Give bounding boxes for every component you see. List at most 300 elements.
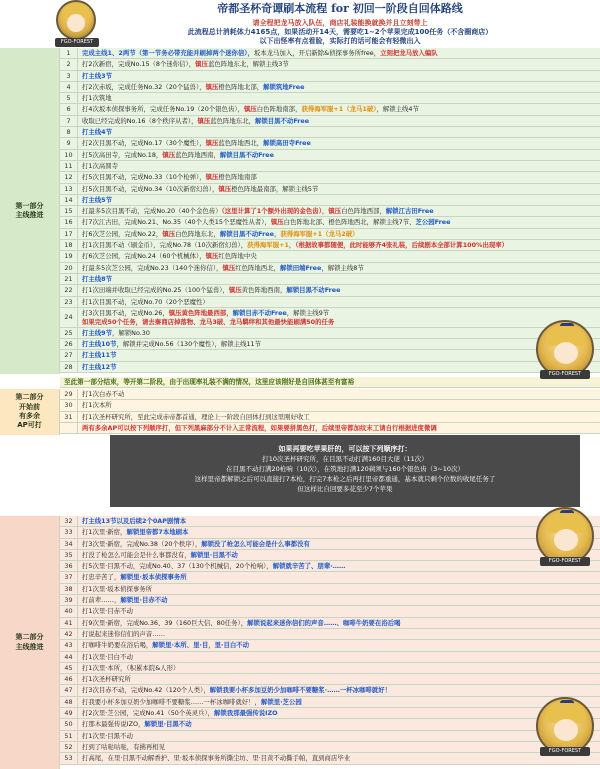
step-number: 26 [60, 339, 78, 349]
step-number: 27 [60, 350, 78, 360]
step-number: 23 [60, 297, 78, 307]
step-number: 1 [60, 48, 78, 58]
step-number: 41 [60, 618, 78, 628]
step-text-segment: ， [273, 229, 281, 238]
step-number: 24 [60, 308, 78, 327]
step-text-segment: 解锁田端Free [279, 263, 322, 272]
step-text [78, 172, 600, 182]
step-text [78, 297, 600, 307]
step-text [78, 116, 600, 126]
step-text [78, 412, 600, 422]
step-text-segment: 解锁我那最强传说IZO [214, 709, 278, 718]
step-text-segment: ，解锁并完成No.56（130个魔性），解锁主线11节 [116, 340, 261, 349]
step-text-segment: 解锁目黒不动Free [219, 229, 274, 238]
step-text [78, 389, 600, 399]
step-text [78, 685, 600, 695]
step-text-segment: 解锁里·芝公园 [260, 697, 302, 706]
step-text-segment: 镇压 [205, 139, 219, 148]
step-number: 36 [60, 561, 78, 571]
rows1-row [60, 274, 600, 285]
step-text-segment: 镇压黄色阵地最西部， [168, 308, 233, 317]
step-text-segment: 打最多5次芝公园，完成No.23（140个迷你信）， [82, 263, 223, 272]
step-number: 47 [60, 685, 78, 695]
step-text-segment: 蓝色阵地东北，解锁主线3节 [207, 60, 289, 69]
rows1-row [60, 82, 600, 93]
step-number: 17 [60, 229, 78, 239]
step-number [60, 423, 78, 433]
step-text-segment: 打咖啡牛奶要在浴后喝， [82, 641, 153, 650]
step-text-segment: 解锁里·目赤不动 [120, 596, 168, 605]
step-text-segment: 打主线11节 [82, 351, 117, 360]
rows1-row [60, 195, 600, 206]
step-text [78, 217, 600, 227]
step-number: 12 [60, 172, 78, 182]
step-text-segment: ，解锁主线8节 [321, 263, 364, 272]
step-text [78, 708, 600, 718]
saber-badge-2-tag: FGO-FOREST [540, 557, 590, 566]
step-text-segment: 镇压 [218, 184, 232, 193]
step-text [78, 400, 600, 410]
section-2-rows [60, 389, 600, 434]
step-text [78, 251, 600, 261]
step-number: 11 [60, 161, 78, 171]
step-number: 46 [60, 674, 78, 684]
step-text [78, 104, 600, 114]
rows1-row [60, 48, 600, 59]
step-text-segment: 解锁里帝都7本地刷本 [126, 528, 189, 537]
step-text [78, 629, 600, 639]
section-2-label: 第二部分 开始前 有多余 AP可打 [0, 389, 60, 435]
step-text-segment: 打到了咕哒咕哒，有拂再相见 [82, 742, 166, 751]
step-number: 8 [60, 127, 78, 137]
step-text-segment: 打9次里·新宿，完成No.36、39（160巨大信、80任务）， [82, 618, 248, 627]
rows3-row [60, 572, 600, 583]
step-number: 13 [60, 184, 78, 194]
step-text [78, 618, 600, 628]
rows1-row [60, 362, 600, 373]
step-number: 34 [60, 539, 78, 549]
rows3-row [60, 527, 600, 538]
step-text [78, 731, 600, 741]
step-text-segment: 打主线4节 [82, 128, 113, 137]
step-text [78, 206, 600, 216]
step-number: 5 [60, 93, 78, 103]
step-number: 33 [60, 527, 78, 537]
rows2-row [60, 400, 600, 411]
step-text [78, 423, 600, 433]
step-number: 35 [60, 550, 78, 560]
step-text-segment: 打1次目黒不动（刷金币），完成No.78（10次新宿幻兽）， [82, 241, 248, 250]
rows3-row [60, 606, 600, 617]
header-line-2: 此流程总计消耗体力4165点，如果活动开14天，需要吃1~2个苹果完成100任务（不含圈商店） [187, 28, 493, 36]
rows1-row [60, 229, 600, 240]
step-number: 48 [60, 697, 78, 707]
step-number: 18 [60, 240, 78, 250]
step-text-segment: 打1次里·本所，（积累本院&人形） [82, 663, 180, 672]
step-text-segment: 解锁高田寺Free [263, 139, 311, 148]
step-text-segment: 打5次目黒不动，完成No.34（10次新宿幻兽）， [82, 184, 219, 193]
step-text [78, 516, 600, 526]
step-text-segment: 解锁江古田Free [385, 207, 434, 216]
step-text-segment: 打2次新宿，完成No.15（8个迷你信）， [82, 60, 196, 69]
step-text-segment: 镇压 [243, 105, 257, 114]
step-text-segment: 黄色阵地西南， [241, 286, 287, 295]
step-text [78, 285, 600, 295]
step-text [78, 550, 600, 560]
section-3-rows [60, 516, 600, 765]
step-text-segment: 白色阵地北部、橙色阵地西北，解锁主线7节、 [283, 218, 416, 227]
step-text-segment: 白色阵地东北， [175, 229, 220, 238]
rows2-row [60, 389, 600, 400]
rows1-row [60, 93, 600, 104]
step-text [78, 82, 600, 92]
step-text-segment: ，解锁No.30 [112, 328, 150, 337]
step-text-segment: 解锁没了枪怎么可能会是什么事都没有 [201, 539, 310, 548]
step-text-segment: 坂本龙马加入，开启新除&侦探事务所free， [253, 49, 381, 57]
step-text [78, 161, 600, 171]
step-text-segment: 解锁目黒不动Free [254, 116, 310, 125]
rows3-row [60, 674, 600, 685]
apple-note-line-2: 在目黒不动打满20枪响（10次），在筑地打满120剃须与160个银色齿（3~10次） [226, 465, 464, 473]
rows3-row [60, 595, 600, 606]
rows1-row [60, 127, 600, 138]
step-text [78, 697, 600, 707]
step-text-segment: 镇压 [195, 60, 208, 69]
rows3-row [60, 742, 600, 753]
step-text-segment: 打5次高田寺，完成No.18， [82, 150, 163, 159]
rows1-row [60, 104, 600, 115]
section-1-label: 第一部分 主线推进 [0, 48, 60, 374]
step-text-segment: 打1次里·目赤不动 [82, 607, 133, 616]
step-number: 15 [60, 206, 78, 216]
step-text-segment: 解锁说起来迷你信们的声音……、咖啡牛奶要在浴后喝 [247, 618, 401, 627]
rows3-row [60, 640, 600, 651]
saber-badge-1-tag: FGO-FOREST [540, 370, 590, 379]
step-text-segment: ， [288, 241, 296, 250]
header-avatar [56, 0, 96, 40]
step-text-segment: ，解锁主线9节 [286, 308, 330, 317]
step-number: 22 [60, 285, 78, 295]
step-number: 25 [60, 328, 78, 338]
step-text [78, 195, 600, 205]
step-text-segment: 白色阵地南部， [256, 105, 302, 114]
step-text-segment: 镇压 [197, 116, 211, 125]
step-text-segment: 打4次坂本侦探事务所，完成任务No.19（20个银色齿）， [82, 105, 244, 114]
step-text-segment: 蓝色阵地东北， [210, 116, 255, 125]
step-text [78, 184, 600, 194]
step-text-segment: （这里计算了1个额外出现的金色齿） [221, 207, 322, 216]
step-text-segment: 镇压 [228, 286, 242, 295]
step-number: 50 [60, 719, 78, 729]
step-number: 37 [60, 572, 78, 582]
step-text-segment: 白色阵地西部， [341, 207, 386, 216]
step-text-segment: 解锁里·本所、里·目 [152, 641, 209, 650]
step-text [78, 308, 600, 327]
step-number: 21 [60, 274, 78, 284]
header-line-1: 请全程把龙马放入队伍，商店礼装能换就换并且立刻带上 [252, 19, 428, 27]
step-text-segment: 打主线8节 [82, 274, 113, 283]
rows3-row [60, 708, 600, 719]
step-text [78, 48, 600, 58]
step-number: 43 [60, 640, 78, 650]
step-number: 14 [60, 195, 78, 205]
rows1-row [60, 297, 600, 308]
step-number: 9 [60, 138, 78, 148]
rows3-row [60, 550, 600, 561]
step-text-segment: 解锁我要小杯多加豆奶少加咖啡不要糖浆·……一杯冰咖啡就好！ [209, 686, 392, 695]
step-text-segment: 打主线13节以及后续2个0AP剧情本 [82, 517, 187, 525]
step-number: 31 [60, 412, 78, 422]
rows3-row [60, 629, 600, 640]
step-text-segment: 镇压 [205, 82, 219, 91]
rows3-row [60, 697, 600, 708]
step-number: 40 [60, 606, 78, 616]
rows3-row [60, 584, 600, 595]
rows3-row [60, 753, 600, 764]
rows1-row [60, 184, 600, 195]
step-text-segment: 解锁目黒不动Free [219, 150, 274, 159]
step-text [78, 93, 600, 103]
step-text-segment: 立刻把龙马放入编队 [380, 49, 438, 57]
rows1-row [60, 206, 600, 217]
step-text [78, 229, 600, 239]
step-text-segment: 打6次芝公园，完成No.24（60个机械体）， [82, 252, 206, 261]
step-text-segment: 解锁里·目黑不动 [144, 720, 192, 729]
page-title: 帝都圣杯奇谭刷本流程 for 初回一阶段自回体路线 [217, 2, 463, 15]
rows1-row [60, 217, 600, 228]
step-text [78, 350, 600, 360]
step-text-segment: 打5次目黒不动，完成No.33（10个枪弹）， [82, 173, 206, 182]
rows1-row [60, 59, 600, 70]
step-text-segment: 获得海军服+1 [247, 241, 289, 250]
step-text [78, 138, 600, 148]
header-line-3: 以下出怪率有点看脸，实际打的话可能会有轻微出入 [259, 37, 421, 45]
step-text-segment: 打1次高圆寺 [82, 161, 119, 170]
step-text-segment: 红色阵地西北， [235, 263, 280, 272]
step-number: 3 [60, 71, 78, 81]
step-text [78, 663, 600, 673]
step-text-segment: 镇压 [205, 173, 219, 182]
step-text [78, 606, 600, 616]
section-1-end-note: 至此第一部分结束，等开第二阶段，由于出现率礼装不满的情况，这里应该刚好是自回体甚至有富裕 [60, 377, 600, 388]
step-text-segment: 里·目白不动 [214, 641, 250, 650]
step-number: 51 [60, 731, 78, 741]
step-text-segment: 芝公园Free [415, 218, 451, 227]
step-text [78, 753, 600, 763]
rows1-row [60, 138, 600, 149]
step-text-segment: ，解锁主线4节 [376, 105, 419, 114]
step-text-segment: 打1次里·新宿， [82, 528, 127, 537]
step-text-segment: 打1次田端并收取已经完成的No.25（100个猛兽）， [82, 286, 229, 295]
step-text [78, 59, 600, 69]
step-number: 7 [60, 116, 78, 126]
rows2-row [60, 423, 600, 434]
step-number: 38 [60, 584, 78, 594]
step-text-segment: 打说起来迷你信们的声音…… [82, 629, 166, 638]
step-text-segment: 打前辈……， [82, 596, 121, 605]
step-text-segment: 蓝色阵地西北， [218, 139, 264, 148]
rows3-row [60, 539, 600, 550]
step-text-segment: 打2次赤坂，完成任务No.32（20个猛兽）， [82, 82, 206, 91]
rows1-row [60, 350, 600, 361]
step-text-segment: 打1次白赤不动 [82, 390, 125, 398]
step-text-segment: 打1次圣杯研究所，至此完成赤帝都首通，理论上一阶段自回体打到这里刚好收工 [82, 412, 310, 421]
step-text [78, 328, 600, 338]
step-number: 4 [60, 82, 78, 92]
step-text-segment: 打主线3节 [82, 71, 113, 80]
step-text-segment: 打没了枪怎么可能会是什么事都没有， [82, 550, 191, 559]
step-number: 32 [60, 516, 78, 526]
rows1-row [60, 339, 600, 350]
step-text-segment: 打1次筑地 [82, 94, 112, 103]
rows3-row [60, 516, 600, 527]
step-number: 42 [60, 629, 78, 639]
step-text-segment: ， [321, 207, 329, 216]
step-text-segment: 打3次目黒不动，完成No.26， [82, 308, 169, 317]
step-text-segment: 打5次里·目黑不动，完成No.40、37（130个机械信，20个枪响）， [82, 562, 273, 571]
step-text-segment: 打主线9节 [82, 328, 113, 337]
step-text-segment: 打3次目赤不动，完成No.42（120个人类）， [82, 686, 210, 695]
step-text-segment: 打7次江古田，完成No.21、No.35（40个人类15个恶魔性从者）， [82, 218, 271, 227]
step-text-segment: 打1次里·坂本侦探事务所 [82, 584, 153, 593]
step-text [78, 362, 600, 372]
step-text-segment: 打1次里·目黑不动 [82, 731, 133, 740]
step-text [78, 652, 600, 662]
step-text-segment: 橙色阵地北部， [218, 82, 264, 91]
rows3-row [60, 731, 600, 742]
step-number: 20 [60, 263, 78, 273]
step-text-segment: 打主线5节 [82, 195, 113, 204]
step-number: 6 [60, 104, 78, 114]
step-text-segment: 镇压 [222, 263, 236, 272]
step-text-segment: 解锁目赤不动Free [232, 308, 287, 317]
step-text [78, 71, 600, 81]
step-text-segment: 两有多余AP可以按下列顺序打，但下列黑麻部分不计入正常流程，如果要拼黑色打，后续里帝都加纹末工请自行根据进度微调 [82, 423, 437, 432]
apple-note-line-1: 打10次圣杯研究所，在目黒不动打满160目大佬（11次） [262, 455, 428, 463]
step-text [78, 584, 600, 594]
step-text-segment: 镇压 [205, 252, 219, 261]
step-text-segment: 镇压 [162, 229, 176, 238]
step-text-segment: 打1次里·目白不动 [82, 652, 133, 661]
rows1-row [60, 308, 600, 328]
step-text [78, 527, 600, 537]
step-text [78, 339, 600, 349]
step-text [78, 742, 600, 752]
step-text-segment: 解锁里·目黑不动 [190, 550, 238, 559]
rows1-row [60, 116, 600, 127]
rows1-row [60, 150, 600, 161]
avatar-tag: FGO-FOREST [55, 38, 99, 47]
step-text-segment: （根据故事都随便，此时能够齐4张礼装，后续剧本全部计算100%出现率） [295, 241, 509, 250]
step-number: 19 [60, 251, 78, 261]
step-text-segment: 打忠辛苦了， [82, 573, 121, 582]
step-text-segment: 打那木最强传说IZO， [82, 720, 145, 729]
saber-badge-3-tag: FGO-FOREST [540, 747, 590, 756]
step-text-segment: 获得海军服+1（龙马2破） [280, 229, 359, 238]
step-text-segment: 打1次目黒不动，完成No.70（20个恶魔性） [82, 297, 209, 306]
rows3-row [60, 561, 600, 572]
step-number: 53 [60, 753, 78, 763]
rows2-row [60, 412, 600, 423]
step-text [78, 595, 600, 605]
step-text [78, 539, 600, 549]
step-number: 2 [60, 59, 78, 69]
rows3-row [60, 663, 600, 674]
rows1-row [60, 285, 600, 296]
rows1-row [60, 251, 600, 262]
step-text-segment: 打主线10节 [82, 340, 117, 349]
step-text-segment: 打主线12节 [82, 362, 117, 371]
step-number: 45 [60, 663, 78, 673]
step-text-segment: 橙色阵地南部 [218, 173, 257, 182]
step-text-segment: 打我要小杯多加豆奶少加咖啡不要糖浆……一杯冰咖啡就好！， [82, 697, 261, 706]
step-text-segment: 红色阵地中央 [218, 252, 257, 261]
step-text [78, 274, 600, 284]
step-number: 28 [60, 362, 78, 372]
rows1-row [60, 172, 600, 183]
step-number: 49 [60, 708, 78, 718]
step-text [78, 561, 600, 571]
step-text-segment: 解锁目黒不动Free [286, 286, 341, 295]
rows1-row [60, 240, 600, 251]
step-number: 16 [60, 217, 78, 227]
rows1-row [60, 161, 600, 172]
apple-note-title: 如果再要吃苹果肝的，可以按下列顺序打： [278, 445, 412, 453]
rows3-row [60, 685, 600, 696]
section-3-label: 第二部分 主线推进 [0, 516, 60, 769]
step-text [78, 240, 600, 250]
step-text [78, 127, 600, 137]
step-text-segment: 打6次芝公园，完成No.22， [82, 229, 163, 238]
step-text-segment: 打3次里·新宿，完成No.38（20个秩序）， [82, 539, 202, 548]
rows1-row [60, 263, 600, 274]
apple-note-box [110, 435, 580, 507]
step-number: 52 [60, 742, 78, 752]
step-number: 39 [60, 595, 78, 605]
step-text [78, 150, 600, 160]
step-text-segment: 解锁就辛苦了、朋辈·…… [272, 562, 346, 571]
step-number: 44 [60, 652, 78, 662]
step-text-segment: 蓝色阵地西南， [175, 150, 220, 159]
rows1-row [60, 328, 600, 339]
section-1-rows [60, 48, 600, 373]
rows3-row [60, 719, 600, 730]
step-text-segment: 收取已经完成的No.16（8个秩序从者）， [82, 116, 198, 125]
step-text-segment: 打2次目黒不动，完成No.17（30个魔性）， [82, 139, 206, 148]
step-text-segment: ， [208, 641, 215, 650]
step-text-segment: 如果完成50个任务，请去秦商店掉落物、龙马3破、龙马羁绊和其他最快能刷满50的任务 [82, 317, 335, 326]
step-text [78, 640, 600, 650]
step-number: 29 [60, 389, 78, 399]
step-text-segment: 橙色阵地最南部，解锁主线5节 [231, 184, 319, 193]
step-text [78, 263, 600, 273]
apple-note-line-4: 但这样比自回要多花至少7个苹果 [297, 485, 393, 493]
step-text-segment: 打1次本所 [82, 401, 112, 410]
apple-note-line-3: 这样里帝都解锁之后可以直接打7本枪，打完7本枪之后再打里帝都重通，基本就只剩个位数的收尾任务了 [194, 475, 496, 483]
step-text-segment: 解锁筑地Free [263, 82, 305, 91]
step-text-segment: 镇压 [270, 218, 284, 227]
rows1-row [60, 71, 600, 82]
step-text-segment: 打1次圣杯研究所 [82, 675, 131, 684]
rows3-row [60, 652, 600, 663]
step-text-segment: 获得海军服+1（龙马1破） [301, 105, 377, 114]
step-text-segment: 解锁里·坂本侦探事务所 [120, 573, 187, 582]
step-text [78, 719, 600, 729]
step-text-segment: 完成主线1、2两节（第一节务必带充能并刷掉两个迷你信）， [82, 49, 254, 57]
step-text [78, 674, 600, 684]
step-text-segment: 打2次里·芝公园，完成No.41（50个英灵兵）， [82, 709, 215, 718]
step-number: 10 [60, 150, 78, 160]
